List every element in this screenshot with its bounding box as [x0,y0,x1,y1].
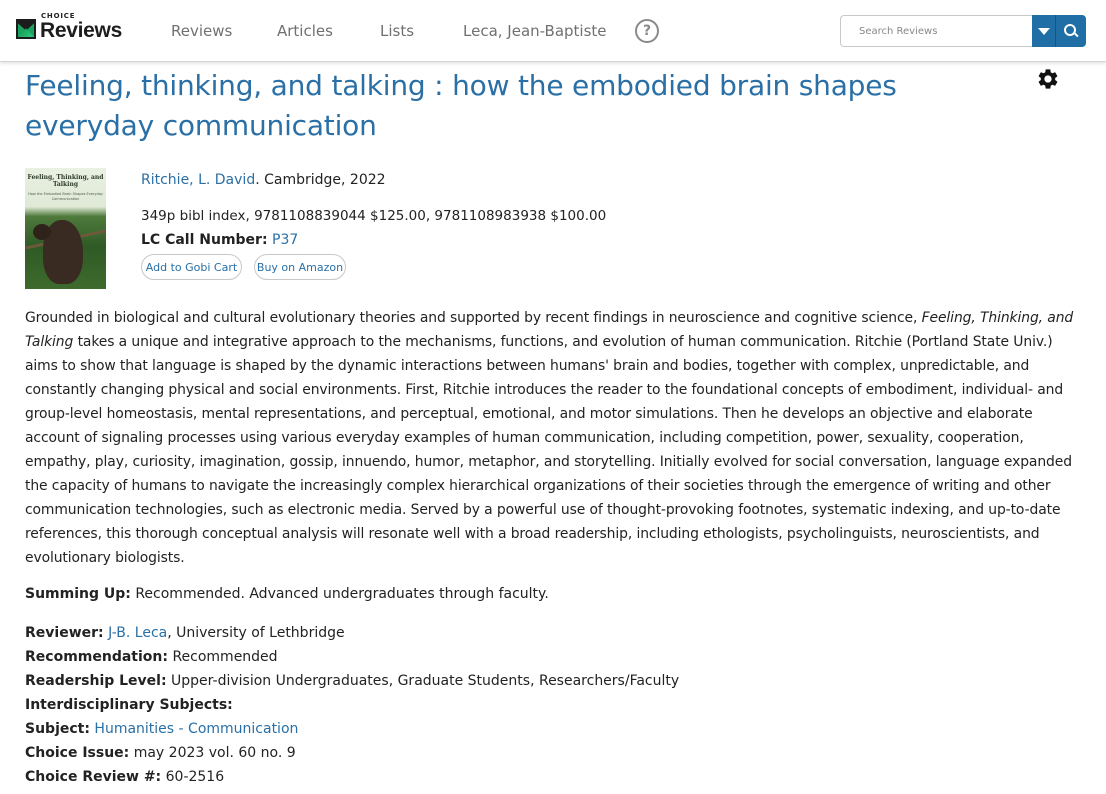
top-header [0,0,1106,62]
lc-call-number [141,232,298,248]
subject-link[interactable]: Humanities - Communication [94,721,299,737]
gear-icon[interactable] [1036,67,1060,91]
search-button[interactable] [1056,15,1086,47]
reviewer-link[interactable]: J-B. Leca [108,625,168,641]
caret-down-icon [1038,28,1050,35]
summing-up-label: Summing Up: [25,586,131,602]
readership-value: Upper-division Undergraduates, Graduate Students, Researchers/Faculty [171,673,680,689]
cover-monkey [43,220,83,284]
recommendation-value: Recommended [172,649,278,665]
search-bar [840,15,1086,47]
nav-articles[interactable]: Articles [277,22,333,40]
review-details [25,621,679,789]
review-body: takes a unique and integrative approach to the mechanisms, functions, and evolution of human communication. Ritchie (Portland State Univ.) aims to show that language is shaped by the dynamic interactions between humans' brain and bodies, together with complex, unpredictable, and constantly changing physical and social environments. First, Ritchie introduces the reader to the foundational concepts of embodiment, individual- and group-level homeostasis, mental representations, and perceptual, emotional, and motor simulations. Then he develops an objective and elaborate account of signaling processes using various everyday examples of human communication, including competition, power, sexuality, cooperation, empathy, play, curiosity, imagination, gossip, innuendo, humor, metaphor, and storytelling. Initially evolved for social conversation, language expanded the capacity of humans to navigate the increasingly complex hierarchical organizations of their societies through the emergence of writing and other communication technologies, such as electronic media. Served by a powerful use of thought-provoking footnotes, systematic indexing, and up-to-date references, this thorough conceptual analysis will resonate well with a broad readership, including ethologists, psycholinguists, neuroscientists, and evolutionary biologists. [25,334,1072,566]
review-intro: Grounded in biological and cultural evolutionary theories and supported by recent findings in neuroscience and cognitive science, [25,310,918,326]
lc-value-link[interactable]: P37 [272,232,299,248]
nav-user-account[interactable]: Leca, Jean-Baptiste [463,22,607,40]
summing-up-value: Recommended. Advanced undergraduates through faculty. [135,586,549,602]
readership-row [25,669,679,693]
page-title: Feeling, thinking, and talking : how the embodied brain shapes everyday communication [25,69,897,142]
search-scope-dropdown[interactable] [1032,15,1056,47]
logo-big-text: Reviews [40,19,122,42]
review-number-label: Choice Review #: [25,769,162,785]
cover-title: Feeling, Thinking, and Talking [27,174,104,188]
readership-label: Readership Level: [25,673,167,689]
reviewer-label: Reviewer: [25,625,104,641]
buy-on-amazon-button[interactable]: Buy on Amazon [254,254,346,280]
review-number-value: 60-2516 [165,769,225,785]
nav-lists[interactable]: Lists [380,22,415,40]
review-text [25,306,1075,570]
interdisciplinary-label: Interdisciplinary Subjects: [25,697,233,713]
book-meta: 349p bibl index, 9781108839044 $125.00, 9781108983938 $100.00 [141,208,607,224]
book-cover-image [25,168,106,289]
recommendation-label: Recommendation: [25,649,168,665]
magnifier-icon [1064,24,1078,38]
lc-label: LC Call Number: [141,232,268,248]
question-circle-icon[interactable]: ? [635,19,659,43]
reviewer-row [25,621,679,645]
nav-reviews[interactable]: Reviews [171,22,233,40]
publication-info: Cambridge, 2022 [264,172,386,188]
issue-value: may 2023 vol. 60 no. 9 [133,745,296,761]
reviewer-affiliation: , University of Lethbridge [167,625,345,641]
subject-row [25,717,679,741]
logo-mark-icon [16,19,36,39]
logo-text [40,12,122,42]
interdisciplinary-row [25,693,679,717]
choice-reviews-logo[interactable] [16,12,122,42]
author-line [141,172,386,188]
summing-up [25,582,549,606]
period: . [255,172,265,188]
review-book-title: Feeling, Thinking, and Talking [25,310,1074,350]
logo-small-text: CHOICE [41,12,76,20]
cover-subtitle: How the Embodied Brain Shapes Everyday Communication [28,192,103,201]
recommendation-row [25,645,679,669]
subject-label: Subject: [25,721,90,737]
issue-row [25,741,679,765]
add-to-gobi-cart-button[interactable]: Add to Gobi Cart [141,254,242,280]
issue-label: Choice Issue: [25,745,130,761]
search-input[interactable] [840,15,1032,47]
review-number-row [25,765,679,789]
author-link[interactable]: Ritchie, L. David [141,172,256,188]
